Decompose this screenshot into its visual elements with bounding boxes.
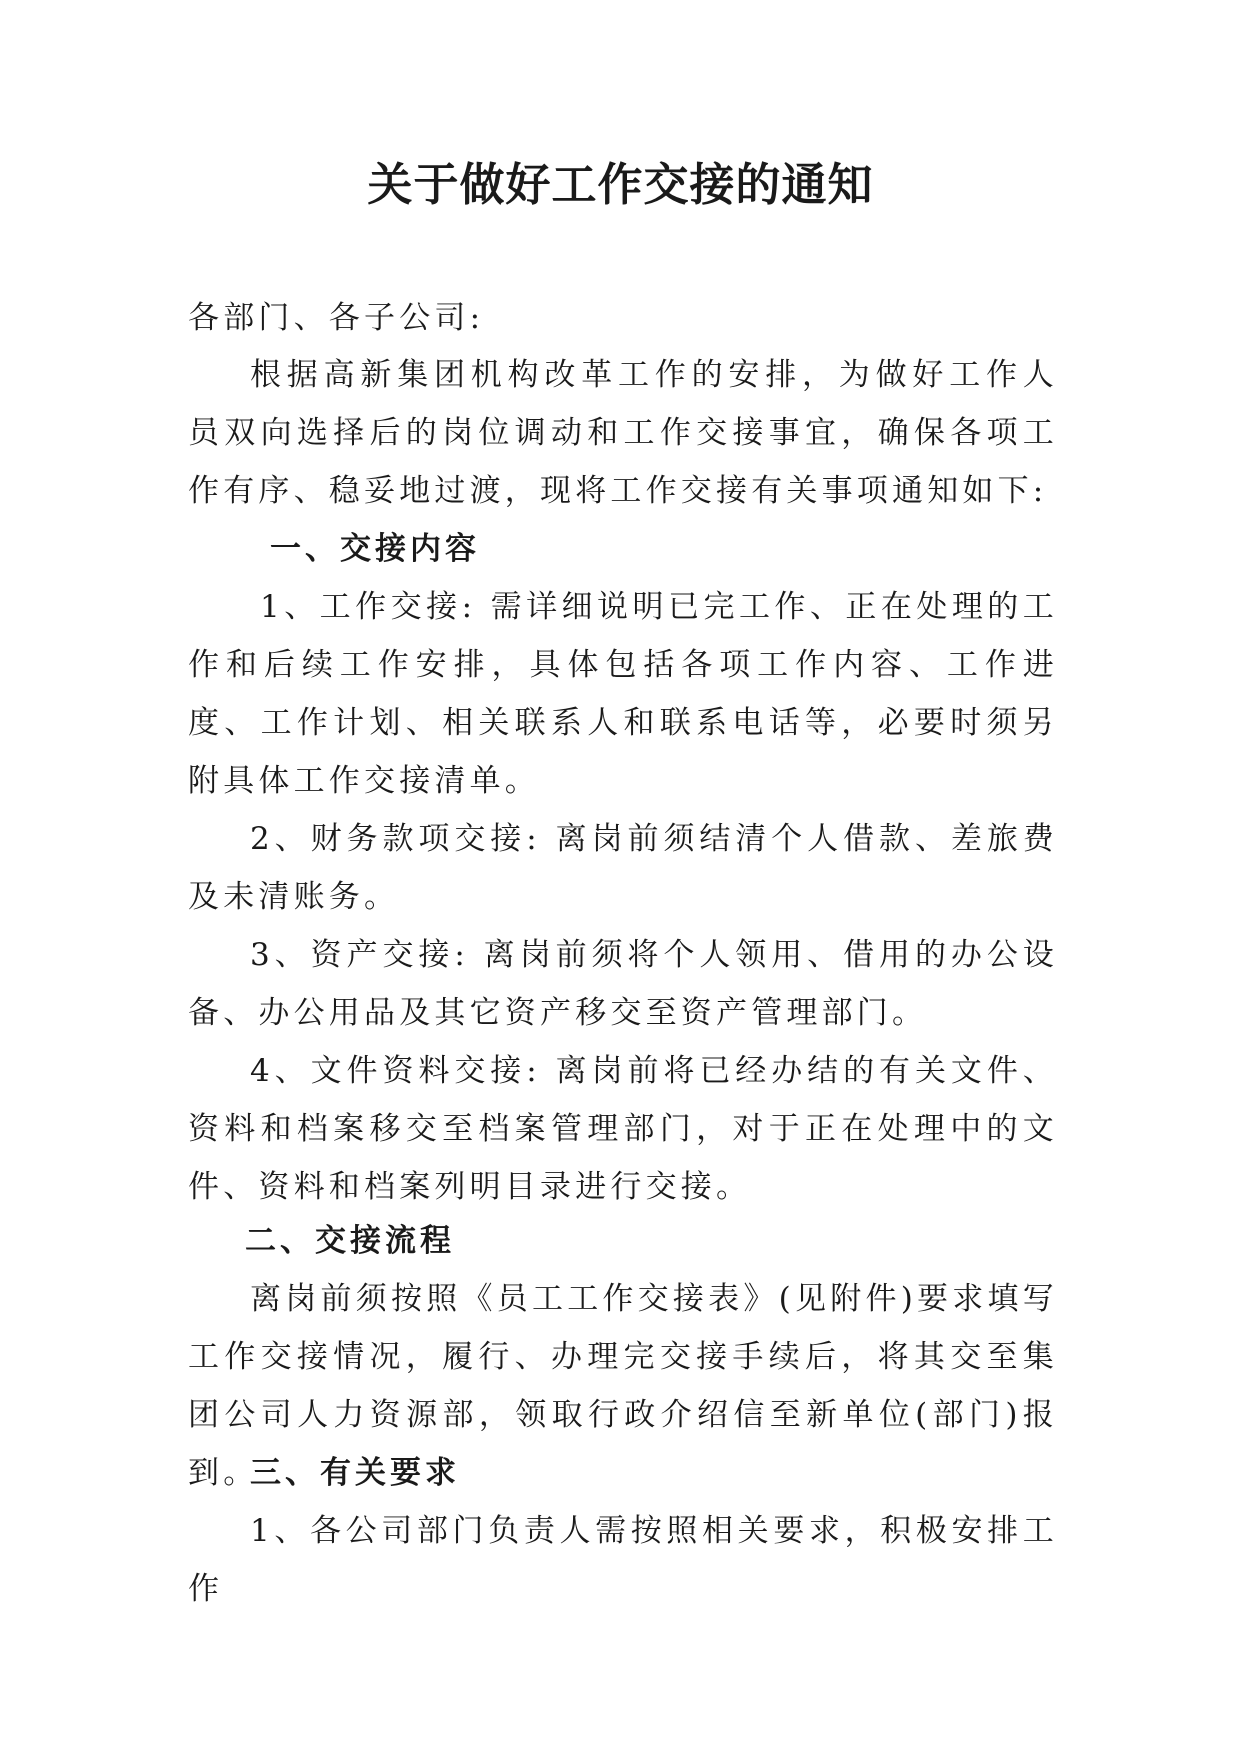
section3-item-1: 1、各公司部门负责人需按照相关要求，积极安排工作 <box>188 1513 1058 1607</box>
salutation: 各部门、各子公司: <box>188 300 485 336</box>
section-heading-requirements: 三、有关要求 <box>250 1455 460 1491</box>
section-heading-process: 二、交接流程 <box>245 1223 455 1259</box>
section1-item-work: 1、工作交接: 需详细说明已完工作、正在处理的工作和后续工作安排，具体包括各项工作内容、工作进度、工作计划、相关联系人和联系电话等，必要时须另附具体工作交接清单。 <box>188 589 1058 799</box>
section1-item-assets: 3、资产交接: 离岗前须将个人领用、借用的办公设备、办公用品及其它资产移交至资产管理部门。 <box>188 937 1058 1031</box>
section1-item-finance: 2、财务款项交接: 离岗前须结清个人借款、差旅费及未清账务。 <box>188 821 1058 915</box>
intro-paragraph: 根据高新集团机构改革工作的安排，为做好工作人员双向选择后的岗位调动和工作交接事宜，确保各项工作有序、稳妥地过渡，现将工作交接有关事项通知如下: <box>188 357 1058 509</box>
section1-item-documents: 4、文件资料交接: 离岗前将已经办结的有关文件、资料和档案移交至档案管理部门，对于正在处理中的文件、资料和档案列明目录进行交接。 <box>188 1053 1058 1205</box>
section2-paragraph: 离岗前须按照《员工工作交接表》(见附件)要求填写工作交接情况，履行、办理完交接手续后，将其交至集团公司人力资源部，领取行政介绍信至新单位(部门)报到。 <box>188 1281 1058 1491</box>
section-heading-content: 一、交接内容 <box>270 531 480 567</box>
document-title: 关于做好工作交接的通知 <box>367 158 874 211</box>
